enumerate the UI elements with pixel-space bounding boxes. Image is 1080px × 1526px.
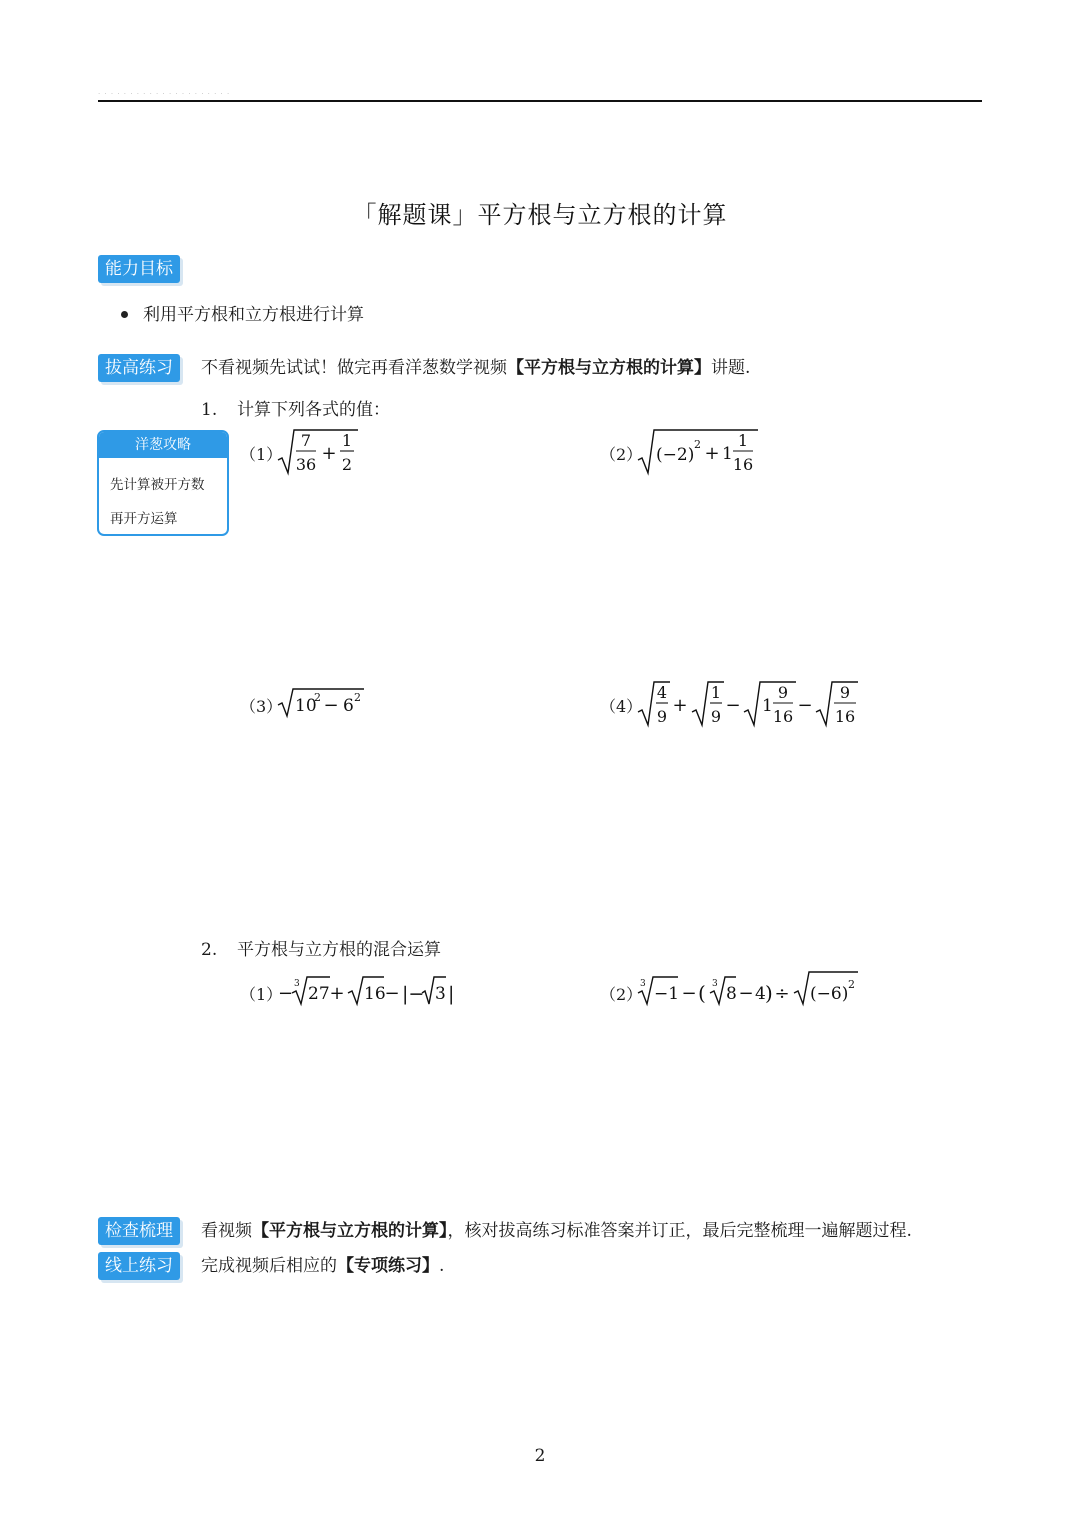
denominator: 16	[732, 455, 754, 474]
exponent: 2	[848, 978, 855, 991]
goal-tag: 能力目标	[98, 255, 180, 283]
numerator: 7	[300, 431, 312, 450]
bullet-icon	[121, 311, 128, 318]
practice-intro	[201, 356, 750, 380]
q2-part2-label: （2）	[600, 985, 643, 1004]
page-number: 2	[534, 1446, 546, 1466]
practice-intro-prefix: 不看视频先试试！做完再看洋葱数学视频	[201, 358, 507, 378]
header-rule	[98, 100, 982, 102]
radicand: 16	[364, 984, 386, 1004]
q1-part1-label: （1）	[240, 445, 283, 464]
goal-item: 利用平方根和立方根进行计算	[143, 305, 364, 325]
question-1-number: 1.	[201, 400, 218, 420]
absolute-right: |	[448, 983, 455, 1005]
denominator: 9	[710, 707, 722, 726]
whole-number: 1	[722, 444, 733, 464]
question-2-number: 2.	[201, 940, 218, 960]
base: 10	[295, 696, 317, 716]
check-text	[201, 1219, 912, 1243]
denominator: 16	[834, 707, 856, 726]
page-title: 「解题课」平方根与立方根的计算	[352, 201, 728, 229]
q1-part3-label: （3）	[240, 697, 283, 716]
online-suffix: .	[439, 1256, 445, 1276]
exponent: 2	[694, 438, 701, 451]
numerator: 4	[656, 683, 668, 702]
online-prefix: 完成视频后相应的	[201, 1256, 337, 1276]
practice-intro-video-title: 【平方根与立方根的计算】	[507, 358, 711, 378]
question-2-prompt: 平方根与立方根的混合运算	[237, 940, 441, 960]
minus-operator: −	[797, 695, 813, 716]
plus-operator: +	[672, 695, 688, 716]
radicand: 8	[726, 984, 737, 1004]
tip-line-1: 先计算被开方数	[110, 477, 205, 493]
q2-part2-expression	[636, 968, 862, 1010]
denominator: 9	[656, 707, 668, 726]
minus-operator: −	[384, 983, 400, 1004]
header-text: . . . . . . . . . . . . . . . . . . . . .	[98, 88, 231, 96]
exponent: 2	[354, 691, 361, 704]
base: 6	[343, 696, 354, 716]
numerator: 1	[737, 431, 749, 450]
divide-operator: ÷	[774, 983, 790, 1004]
minus-operator: −	[681, 983, 697, 1004]
online-practice-title: 【专项练习】	[337, 1256, 439, 1276]
minus-sign: −	[278, 983, 294, 1004]
q1-part1-expression	[276, 426, 360, 478]
minus-operator: −	[738, 983, 754, 1004]
question-1-prompt: 计算下列各式的值：	[237, 400, 390, 420]
cube-root-index: 3	[294, 979, 300, 989]
numerator: 1	[341, 431, 353, 450]
tip-title: 洋葱攻略	[99, 432, 227, 458]
tip-line-2: 再开方运算	[110, 511, 178, 527]
practice-intro-suffix: 讲题.	[711, 358, 751, 378]
q1-part4-label: （4）	[600, 697, 643, 716]
denominator: 2	[341, 455, 353, 474]
minus-operator: −	[725, 695, 741, 716]
check-tag: 检查梳理	[98, 1217, 180, 1245]
radicand: 27	[308, 984, 330, 1004]
left-paren: (	[698, 981, 706, 1005]
exponent: 2	[314, 691, 321, 704]
cube-root-index: 3	[640, 979, 646, 989]
radicand: −1	[654, 984, 680, 1004]
online-tag: 线上练习	[98, 1252, 180, 1280]
minus-operator: −	[323, 695, 339, 716]
base: (−2)	[656, 445, 695, 465]
whole-number: 1	[762, 696, 773, 716]
radicand: 3	[435, 984, 446, 1004]
radicand: (−6)	[810, 984, 849, 1004]
absolute-left: |−	[402, 983, 425, 1005]
plus-operator: +	[329, 983, 345, 1004]
practice-tag: 拔高练习	[98, 354, 180, 382]
tip-box	[97, 430, 229, 536]
numerator: 1	[710, 683, 722, 702]
cube-root-index: 3	[712, 979, 718, 989]
check-prefix: 看视频	[201, 1221, 252, 1241]
numerator: 9	[839, 683, 851, 702]
right-paren: )	[765, 981, 773, 1005]
plus-operator: +	[704, 443, 720, 464]
q1-part2-label: （2）	[600, 445, 643, 464]
online-text	[201, 1254, 444, 1278]
q1-part2-expression	[636, 426, 760, 478]
denominator: 16	[772, 707, 794, 726]
q1-part3-expression	[276, 686, 366, 720]
check-suffix: ，核对拔高练习标准答案并订正，最后完整梳理一遍解题过程.	[447, 1221, 912, 1241]
numerator: 9	[777, 683, 789, 702]
check-video-title: 【平方根与立方根的计算】	[252, 1221, 448, 1241]
q2-part1-expression	[276, 974, 460, 1010]
q2-part1-label: （1）	[240, 985, 283, 1004]
constant: 4	[755, 984, 766, 1004]
q1-part4-expression	[636, 678, 862, 730]
denominator: 36	[295, 455, 317, 474]
plus-operator: +	[321, 443, 337, 464]
